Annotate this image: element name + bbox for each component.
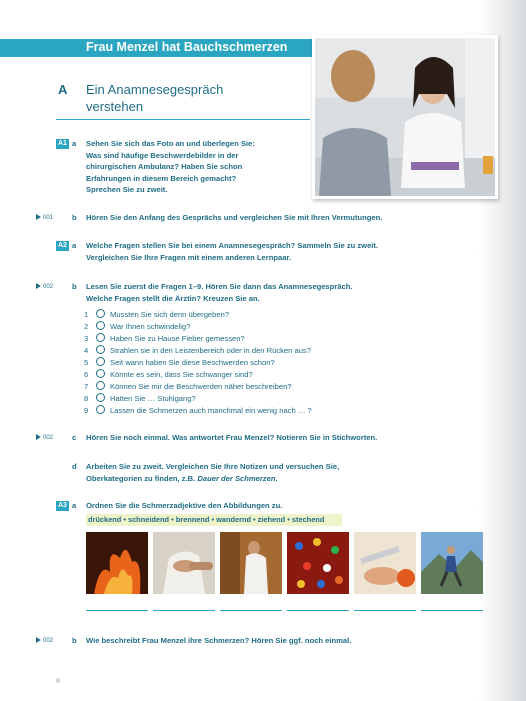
- exercise-badge-a1: A1: [58, 140, 67, 147]
- fire-image: [86, 532, 148, 594]
- audio-play-icon[interactable]: [36, 637, 41, 643]
- checkbox-circle-icon[interactable]: [96, 381, 105, 390]
- question-item[interactable]: 5 Seit wann haben Sie diese Beschwerden schon?: [84, 358, 275, 367]
- sub-letter: a: [72, 139, 77, 148]
- checkbox-circle-icon[interactable]: [96, 333, 105, 342]
- audio-track-002[interactable]: 002: [36, 283, 53, 290]
- back-pain-image: [220, 532, 282, 594]
- checkbox-circle-icon[interactable]: [96, 393, 105, 402]
- section-letter: A: [58, 82, 68, 97]
- doctor-patient-photo: [312, 35, 498, 199]
- question-item[interactable]: 8 Hatten Sie … Stuhlgang?: [84, 394, 196, 403]
- checkbox-circle-icon[interactable]: [96, 369, 105, 378]
- exercise-a2a-text: Welche Fragen stellen Sie bei einem Anamnesegespräch? Sammeln Sie zu zweit. Vergleichen Sie Ihre Fragen mit einem anderen Lernpaar.: [86, 241, 379, 262]
- exercise-a2c-text: Hören Sie noch einmal. Was antwortet Frau Menzel? Notieren Sie in Stichworten.: [86, 433, 378, 442]
- section-title: Ein Anamnesegespräch verstehen: [86, 82, 224, 114]
- sub-letter: b: [72, 282, 77, 291]
- question-item[interactable]: 1 Mussten Sie sich denn übergeben?: [84, 310, 230, 319]
- sub-letter: b: [72, 213, 77, 222]
- sub-letter: c: [72, 433, 77, 442]
- exercise-badge-a2: A2: [58, 242, 67, 249]
- question-item[interactable]: 7 Können Sie mir die Beschwerden näher beschreiben?: [84, 382, 292, 391]
- answer-line[interactable]: [153, 610, 215, 611]
- page-number: 8: [56, 678, 60, 685]
- sub-letter: d: [72, 462, 77, 471]
- question-item[interactable]: 2 War Ihnen schwindelig?: [84, 322, 191, 331]
- answer-line[interactable]: [86, 610, 148, 611]
- elbow-pain-image: [153, 532, 215, 594]
- answer-line[interactable]: [287, 610, 349, 611]
- checkbox-circle-icon[interactable]: [96, 309, 105, 318]
- question-item[interactable]: 3 Haben Sie zu Hause Fieber gemessen?: [84, 334, 245, 343]
- checkbox-circle-icon[interactable]: [96, 321, 105, 330]
- audio-track-001[interactable]: 001: [36, 214, 53, 221]
- adjective-list: drückend • schneidend • brennend • wandernd • ziehend • stechend: [88, 515, 325, 524]
- exercise-a2b-text: Lesen Sie zuerst die Fragen 1–9. Hören Sie dann das Anamnesegespräch. Welche Fragen stellt die Ärztin? Kreuzen Sie an.: [86, 282, 353, 303]
- section-divider: [56, 119, 310, 120]
- pins-image: [287, 532, 349, 594]
- sub-letter: a: [72, 501, 77, 510]
- audio-track-002[interactable]: 002: [36, 434, 53, 441]
- exercise-a3a-text: Ordnen Sie die Schmerzadjektive den Abbildungen zu.: [86, 501, 283, 510]
- checkbox-circle-icon[interactable]: [96, 405, 105, 414]
- audio-play-icon[interactable]: [36, 214, 41, 220]
- answer-line[interactable]: [354, 610, 416, 611]
- exercise-a3b-text: Wie beschreibt Frau Menzel ihre Schmerzen? Hören Sie ggf. noch einmal.: [86, 636, 352, 645]
- audio-play-icon[interactable]: [36, 434, 41, 440]
- page-title: Frau Menzel hat Bauchschmerzen: [86, 40, 288, 54]
- checkbox-circle-icon[interactable]: [96, 345, 105, 354]
- exercise-a1b-text: Hören Sie den Anfang des Gesprächs und vergleichen Sie mit Ihren Vermutungen.: [86, 213, 383, 222]
- exercise-badge-a3: A3: [58, 502, 67, 509]
- question-item[interactable]: 4 Strahlen sie in den Leistenbereich oder in den Rücken aus?: [84, 346, 311, 355]
- answer-line[interactable]: [220, 610, 282, 611]
- knife-cut-image: [354, 532, 416, 594]
- hiker-image: [421, 532, 483, 594]
- answer-line[interactable]: [421, 610, 483, 611]
- exercise-a1a-text: Sehen Sie sich das Foto an und überlegen Sie: Was sind häufige Beschwerdebilder in der chirurgischen Ambulanz? Haben Sie schon Erfahrungen in diesem Bereich gemacht? Sprechen Sie zu zweit.: [86, 139, 255, 195]
- audio-track-002[interactable]: 002: [36, 637, 53, 644]
- sub-letter: b: [72, 636, 77, 645]
- question-item[interactable]: 9 Lassen die Schmerzen auch manchmal ein wenig nach … ?: [84, 406, 312, 415]
- checkbox-circle-icon[interactable]: [96, 357, 105, 366]
- sub-letter: a: [72, 241, 77, 250]
- exercise-a2d-text: Arbeiten Sie zu zweit. Vergleichen Sie Ihre Notizen und versuchen Sie, Oberkategorien zu finden, z.B. Dauer der Schmerzen.: [86, 462, 340, 483]
- question-item[interactable]: 6 Könnte es sein, dass Sie schwanger sind?: [84, 370, 253, 379]
- audio-play-icon[interactable]: [36, 283, 41, 289]
